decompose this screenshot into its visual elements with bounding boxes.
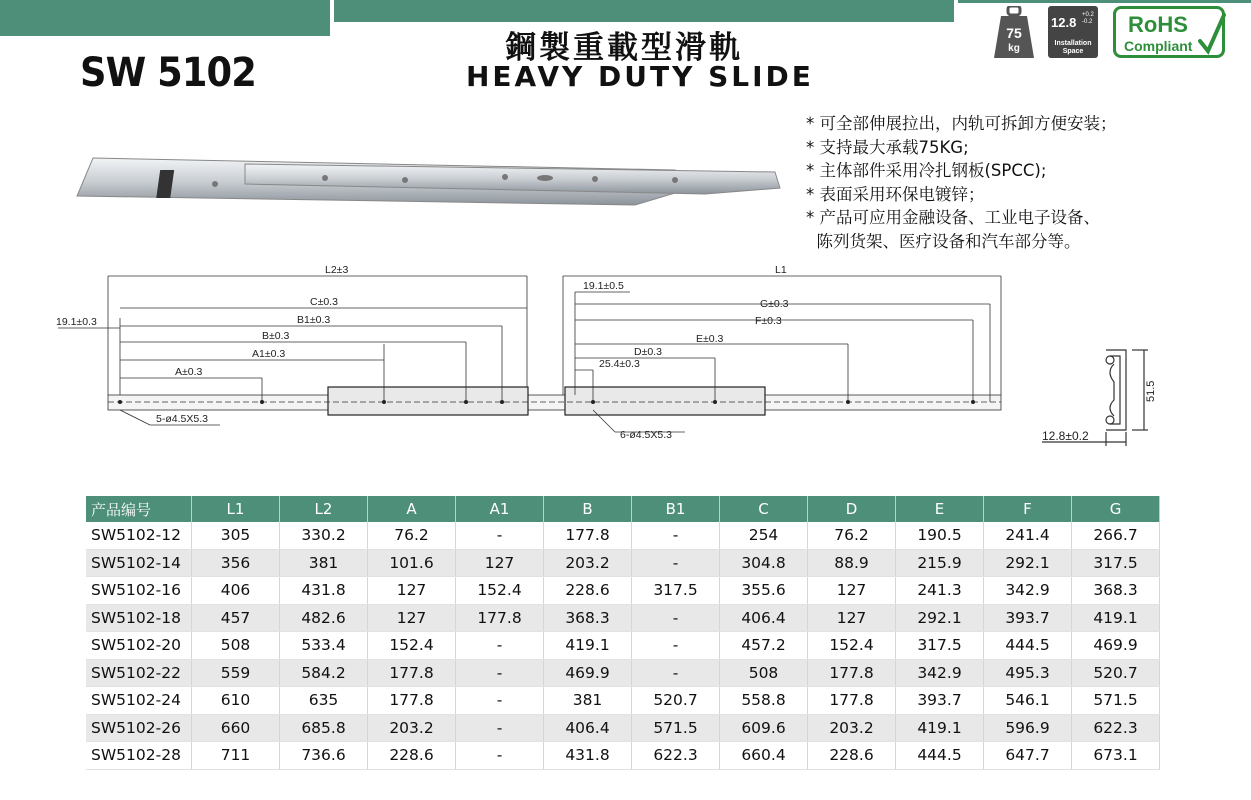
title-chinese: 鋼製重載型滑軌 bbox=[505, 30, 743, 66]
table-cell: 393.7 bbox=[896, 687, 984, 715]
table-cell: - bbox=[456, 632, 544, 660]
table-row bbox=[86, 604, 1160, 632]
table-cell: 610 bbox=[192, 687, 280, 715]
table-cell-model: SW5102-12 bbox=[86, 522, 192, 549]
table-cell: - bbox=[456, 742, 544, 770]
table-cell: 673.1 bbox=[1072, 742, 1160, 770]
table-row bbox=[86, 687, 1160, 715]
col-header: D bbox=[808, 496, 896, 522]
table-cell: 127 bbox=[808, 604, 896, 632]
dim-25: 25.4±0.3 bbox=[599, 358, 640, 370]
table-cell: 495.3 bbox=[984, 659, 1072, 687]
table-cell: 127 bbox=[368, 577, 456, 605]
col-header: L2 bbox=[280, 496, 368, 522]
table-cell: 368.3 bbox=[544, 604, 632, 632]
feature-item: * 可全部伸展拉出，内轨可拆卸方便安装； bbox=[806, 114, 1117, 133]
table-cell: 736.6 bbox=[280, 742, 368, 770]
table-cell: 431.8 bbox=[544, 742, 632, 770]
feature-item: * 支持最大承载75KG; bbox=[806, 137, 969, 157]
rohs-subtitle: Compliant bbox=[1124, 38, 1193, 54]
header-bar-left bbox=[0, 0, 330, 36]
table-cell: - bbox=[632, 549, 720, 577]
table-cell: 330.2 bbox=[280, 522, 368, 549]
table-cell: 419.1 bbox=[544, 632, 632, 660]
table-cell: 508 bbox=[192, 632, 280, 660]
table-cell: 546.1 bbox=[984, 687, 1072, 715]
dim-b: B±0.3 bbox=[262, 330, 290, 342]
table-cell: 152.4 bbox=[456, 577, 544, 605]
table-cell: 647.7 bbox=[984, 742, 1072, 770]
table-cell: 571.5 bbox=[632, 714, 720, 742]
table-header-row bbox=[86, 496, 1160, 522]
col-header: B bbox=[544, 496, 632, 522]
weight-badge bbox=[993, 6, 1035, 58]
holes-right: 6-ø4.5X5.3 bbox=[620, 429, 672, 441]
table-cell: 317.5 bbox=[896, 632, 984, 660]
table-cell: 406.4 bbox=[720, 604, 808, 632]
space-tol-plus: +0.2 bbox=[1082, 12, 1094, 18]
table-cell-model: SW5102-20 bbox=[86, 632, 192, 660]
table-cell: 622.3 bbox=[632, 742, 720, 770]
dim-l1: L1 bbox=[775, 264, 787, 276]
table-cell: 292.1 bbox=[896, 604, 984, 632]
model-number: SW 5102 bbox=[80, 50, 256, 96]
table-cell: 228.6 bbox=[544, 577, 632, 605]
table-cell: 533.4 bbox=[280, 632, 368, 660]
table-cell: 76.2 bbox=[808, 522, 896, 549]
table-cell: 660.4 bbox=[720, 742, 808, 770]
space-label-2: Space bbox=[1062, 48, 1084, 55]
table-cell: 152.4 bbox=[808, 632, 896, 660]
table-cell: 520.7 bbox=[632, 687, 720, 715]
table-cell: 381 bbox=[280, 549, 368, 577]
table-cell: 254 bbox=[720, 522, 808, 549]
dim-l2: L2±3 bbox=[325, 264, 349, 276]
table-cell: - bbox=[456, 714, 544, 742]
dim-right-19: 19.1±0.5 bbox=[583, 280, 624, 292]
table-cell: 101.6 bbox=[368, 549, 456, 577]
header-bar-middle bbox=[334, 0, 954, 22]
table-cell: 406.4 bbox=[544, 714, 632, 742]
table-cell: 127 bbox=[368, 604, 456, 632]
feature-item: * 产品可应用金融设备、工业电子设备、 bbox=[806, 208, 1100, 227]
table-cell: 266.7 bbox=[1072, 522, 1160, 549]
dim-c: C±0.3 bbox=[310, 296, 338, 308]
table-cell-model: SW5102-16 bbox=[86, 577, 192, 605]
table-cell: 622.3 bbox=[1072, 714, 1160, 742]
weight-icon bbox=[993, 6, 1035, 58]
dim-d: D±0.3 bbox=[634, 346, 662, 358]
table-cell: 177.8 bbox=[368, 687, 456, 715]
dim-a: A±0.3 bbox=[175, 366, 203, 378]
holes-left: 5-ø4.5X5.3 bbox=[156, 413, 208, 425]
table-cell: 127 bbox=[808, 577, 896, 605]
feature-list bbox=[806, 112, 1117, 253]
table-cell: 571.5 bbox=[1072, 687, 1160, 715]
space-label-1: Installation bbox=[1054, 40, 1092, 47]
table-cell: 457.2 bbox=[720, 632, 808, 660]
table-cell: 381 bbox=[544, 687, 632, 715]
table-cell: - bbox=[456, 687, 544, 715]
table-row bbox=[86, 522, 1160, 549]
weight-unit: kg bbox=[1008, 43, 1020, 54]
table-cell: 393.7 bbox=[984, 604, 1072, 632]
table-cell: 76.2 bbox=[368, 522, 456, 549]
dim-f: F±0.3 bbox=[755, 315, 782, 327]
product-photo-slide bbox=[75, 150, 795, 210]
col-header: A bbox=[368, 496, 456, 522]
table-cell: 482.6 bbox=[280, 604, 368, 632]
table-row bbox=[86, 632, 1160, 660]
dim-e: E±0.3 bbox=[696, 333, 724, 345]
table-cell: 596.9 bbox=[984, 714, 1072, 742]
table-cell-model: SW5102-28 bbox=[86, 742, 192, 770]
table-cell: 228.6 bbox=[808, 742, 896, 770]
table-row bbox=[86, 659, 1160, 687]
table-body bbox=[86, 522, 1160, 769]
col-header: C bbox=[720, 496, 808, 522]
table-cell: 203.2 bbox=[544, 549, 632, 577]
table-cell: 609.6 bbox=[720, 714, 808, 742]
table-cell: 241.4 bbox=[984, 522, 1072, 549]
dim-g: G±0.3 bbox=[760, 298, 789, 310]
space-label bbox=[1048, 40, 1098, 56]
table-cell: 635 bbox=[280, 687, 368, 715]
table-cell: 368.3 bbox=[1072, 577, 1160, 605]
table-cell: 444.5 bbox=[984, 632, 1072, 660]
table-cell: 457 bbox=[192, 604, 280, 632]
table-cell: 317.5 bbox=[632, 577, 720, 605]
dim-b1: B1±0.3 bbox=[297, 314, 331, 326]
table-cell: 317.5 bbox=[1072, 549, 1160, 577]
dim-a1: A1±0.3 bbox=[252, 348, 286, 360]
checkmark-icon bbox=[1196, 11, 1226, 55]
table-cell: 469.9 bbox=[1072, 632, 1160, 660]
dim-height: 51.5 bbox=[1145, 380, 1157, 402]
dimension-drawing bbox=[40, 262, 1040, 452]
table-cell: 190.5 bbox=[896, 522, 984, 549]
table-cell: 444.5 bbox=[896, 742, 984, 770]
title-english: HEAVY DUTY SLIDE bbox=[466, 60, 814, 93]
table-cell: 241.3 bbox=[896, 577, 984, 605]
table-cell: 419.1 bbox=[896, 714, 984, 742]
spec-table bbox=[86, 496, 1160, 770]
table-row bbox=[86, 742, 1160, 770]
table-cell-model: SW5102-22 bbox=[86, 659, 192, 687]
header-bar-right bbox=[958, 0, 1251, 3]
table-cell: - bbox=[632, 604, 720, 632]
col-header: F bbox=[984, 496, 1072, 522]
table-cell: - bbox=[632, 659, 720, 687]
col-header: G bbox=[1072, 496, 1160, 522]
table-cell: 152.4 bbox=[368, 632, 456, 660]
table-cell: 305 bbox=[192, 522, 280, 549]
installation-space-badge bbox=[1048, 6, 1098, 58]
table-cell: 228.6 bbox=[368, 742, 456, 770]
table-cell: 584.2 bbox=[280, 659, 368, 687]
feature-item: * 主体部件采用冷扎钢板(SPCC); bbox=[806, 161, 1047, 180]
space-tolerance bbox=[1082, 12, 1096, 26]
table-cell-model: SW5102-14 bbox=[86, 549, 192, 577]
col-header: B1 bbox=[632, 496, 720, 522]
table-cell: 203.2 bbox=[368, 714, 456, 742]
table-row bbox=[86, 577, 1160, 605]
rohs-badge bbox=[1113, 6, 1225, 58]
table-cell: 355.6 bbox=[720, 577, 808, 605]
table-cell: 559 bbox=[192, 659, 280, 687]
rohs-title: RoHS bbox=[1128, 12, 1188, 37]
table-cell: - bbox=[632, 522, 720, 549]
table-cell: 685.8 bbox=[280, 714, 368, 742]
dim-width: 12.8±0.2 bbox=[1042, 429, 1089, 443]
dim-left-19: 19.1±0.3 bbox=[56, 316, 97, 328]
table-cell: 558.8 bbox=[720, 687, 808, 715]
feature-item: * 表面采用环保电镀锌； bbox=[806, 184, 985, 204]
weight-value: 75 bbox=[1006, 25, 1022, 41]
table-cell: - bbox=[456, 522, 544, 549]
col-header: L1 bbox=[192, 496, 280, 522]
table-cell: 177.8 bbox=[808, 687, 896, 715]
table-cell: 203.2 bbox=[808, 714, 896, 742]
table-cell: 177.8 bbox=[368, 659, 456, 687]
table-cell: 342.9 bbox=[984, 577, 1072, 605]
table-cell-model: SW5102-24 bbox=[86, 687, 192, 715]
table-cell: 127 bbox=[456, 549, 544, 577]
table-cell: 292.1 bbox=[984, 549, 1072, 577]
table-cell: 215.9 bbox=[896, 549, 984, 577]
table-cell: 342.9 bbox=[896, 659, 984, 687]
table-cell: 88.9 bbox=[808, 549, 896, 577]
table-cell: - bbox=[456, 659, 544, 687]
space-value: 12.8 bbox=[1051, 15, 1077, 30]
table-cell: 419.1 bbox=[1072, 604, 1160, 632]
table-cell: - bbox=[632, 632, 720, 660]
table-row bbox=[86, 549, 1160, 577]
table-cell: 711 bbox=[192, 742, 280, 770]
table-cell-model: SW5102-18 bbox=[86, 604, 192, 632]
table-cell: 177.8 bbox=[544, 522, 632, 549]
col-header: A1 bbox=[456, 496, 544, 522]
table-cell: 660 bbox=[192, 714, 280, 742]
table-cell: 304.8 bbox=[720, 549, 808, 577]
cross-section-drawing bbox=[1036, 342, 1166, 452]
table-cell: 431.8 bbox=[280, 577, 368, 605]
table-cell: 177.8 bbox=[456, 604, 544, 632]
table-cell: 177.8 bbox=[808, 659, 896, 687]
table-cell: 406 bbox=[192, 577, 280, 605]
table-row bbox=[86, 714, 1160, 742]
table-cell: 520.7 bbox=[1072, 659, 1160, 687]
table-cell: 469.9 bbox=[544, 659, 632, 687]
feature-item: 陈列货架、医疗设备和汽车部分等。 bbox=[806, 231, 1081, 251]
table-cell: 356 bbox=[192, 549, 280, 577]
col-header: 产品编号 bbox=[86, 496, 192, 522]
col-header: E bbox=[896, 496, 984, 522]
space-tol-minus: -0.2 bbox=[1082, 19, 1093, 25]
table-cell-model: SW5102-26 bbox=[86, 714, 192, 742]
table-cell: 508 bbox=[720, 659, 808, 687]
